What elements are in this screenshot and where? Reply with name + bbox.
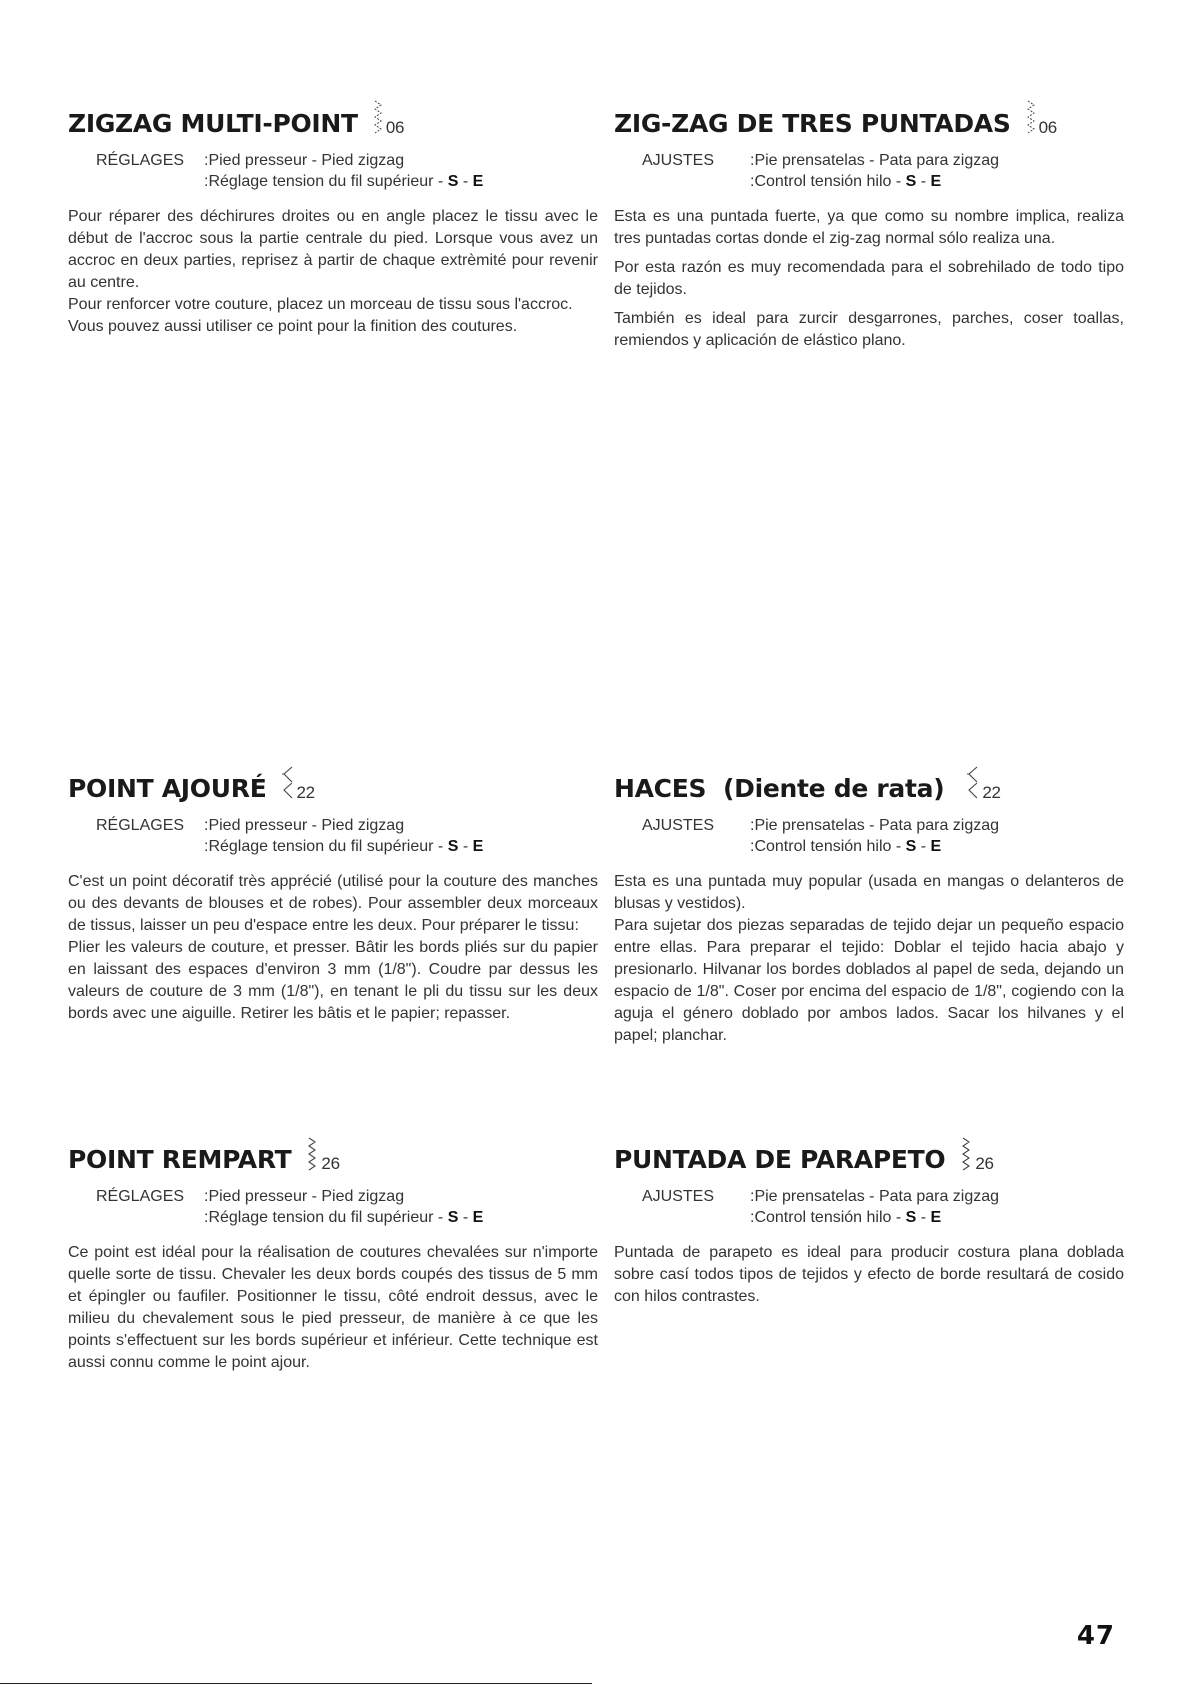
section-title: POINT AJOURÉ [68,774,267,803]
page-number: 47 [1076,1621,1115,1651]
settings-label: AJUSTES [642,817,715,834]
tension-setting [96,836,598,857]
tension-setting-text: :Control tensión hilo - [750,1209,906,1226]
setting-s: S [447,173,459,190]
section-point-ajoure [68,765,598,1025]
setting-separator: - [916,173,931,190]
presser-foot-setting: :Pied presseur - Pied zigzag [204,152,405,169]
section-heading [614,765,1124,801]
section-body [68,1242,598,1374]
fagoting-stitch-icon [281,765,295,801]
body-paragraph: Pour réparer des déchirures droites ou en angle placez le tissu avec le début de l'accroc sous la partie centrale du pied. Lorsque vous avez un accroc en deux parties, reprisez à partir de chaque extrèmité pour revenir au centre. [68,208,598,291]
tension-setting [642,171,1124,192]
body-paragraph: Pour renforcer votre couture, placez un morceau de tissu sous l'accroc. [68,296,573,313]
bottom-rule [0,1683,592,1684]
tension-setting-text: :Réglage tension du fil supérieur - [204,173,448,190]
section-heading [614,1136,1124,1172]
settings-label: RÉGLAGES [96,152,185,169]
section-title: PUNTADA DE PARAPETO [614,1145,946,1174]
setting-separator: - [458,1209,473,1226]
presser-foot-setting: :Pie prensatelas - Pata para zigzag [750,1188,1000,1205]
stitch-number: 22 [296,783,315,802]
section-body [68,871,598,1025]
setting-e: E [930,838,942,855]
presser-foot-setting: :Pie prensatelas - Pata para zigzag [750,817,1000,834]
settings-label: RÉGLAGES [96,1188,185,1205]
setting-e: E [930,173,942,190]
body-paragraph: Plier les valeurs de couture, et presser. Bâtir les bords pliés sur du papier en laissant des espaces d'environ 3 mm (1/8"). Coudre par dessus les valeurs de couture de 3 mm (1/8"), en tenant le pli du tissu sur les deux bords avec une aiguille. Retirer les bâtis et le papier; repasser. [68,939,598,1022]
section-heading [614,100,1124,136]
multi-step-zigzag-stitch-icon [1025,100,1037,136]
body-paragraph: Esta es una puntada fuerte, ya que como su nombre implica, realiza tres puntadas cortas donde el zig-zag normal sólo realiza una. [614,208,1124,247]
tension-setting [642,1207,1124,1228]
tension-setting [96,1207,598,1228]
stitch-indicator [305,1136,339,1172]
tension-setting-text: :Control tensión hilo - [750,838,906,855]
setting-s: S [905,838,917,855]
section-puntada-de-parapeto [614,1136,1124,1308]
tension-setting-text: :Réglage tension du fil supérieur - [204,1209,448,1226]
section-body [614,1242,1124,1308]
setting-s: S [447,838,459,855]
section-title: POINT REMPART [68,1145,292,1174]
body-paragraph: Ce point est idéal pour la réalisation de coutures chevalées sur n'importe quelle sorte de tissu. Chevaler les deux bords coupés des tissus de 5 mm et épingler ou faufiler. Positionner le tissu, côté endroit dessus, avec le milieu du chevalement sous le pied presseur, de manière à ce que les points s'effectuent sur les bords supérieur et inférieur. Cette technique est aussi connu comme le point ajour. [68,1244,598,1371]
stitch-indicator [1025,100,1057,136]
body-paragraph: Vous pouvez aussi utiliser ce point pour la finition des coutures. [68,318,518,335]
stitch-indicator [966,765,1000,801]
settings-label: AJUSTES [642,1188,715,1205]
setting-s: S [905,173,917,190]
section-body [614,206,1124,352]
rampart-stitch-icon [959,1136,973,1172]
fagoting-stitch-icon [966,765,980,801]
stitch-number: 26 [321,1154,340,1173]
section-title: ZIGZAG MULTI-POINT [68,109,358,138]
settings-label: AJUSTES [642,152,715,169]
section-point-rempart [68,1136,598,1374]
tension-setting [96,171,598,192]
stitch-number: 22 [982,783,1001,802]
setting-e: E [930,1209,942,1226]
stitch-indicator [959,1136,993,1172]
stitch-number: 06 [385,118,405,137]
stitch-indicator [281,765,315,801]
settings-block [96,815,598,857]
stitch-number: 26 [975,1154,994,1173]
settings-block [642,815,1124,857]
stitch-number: 06 [1038,118,1057,137]
presser-foot-setting: :Pied presseur - Pied zigzag [204,817,405,834]
setting-e: E [472,1209,484,1226]
section-title: ZIG-ZAG DE TRES PUNTADAS [614,109,1011,138]
settings-block [642,150,1124,192]
section-zigzag-multi-point [68,100,598,338]
tension-setting-text: :Control tensión hilo - [750,173,906,190]
presser-foot-setting: :Pie prensatelas - Pata para zigzag [750,152,1000,169]
settings-label: RÉGLAGES [96,817,185,834]
setting-separator: - [916,838,931,855]
body-paragraph: Esta es una puntada muy popular (usada en mangas o delanteros de blusas y vestidos). [614,873,1124,912]
tension-setting [642,836,1124,857]
multi-step-zigzag-stitch-icon [372,100,384,136]
section-heading [68,100,598,136]
settings-block [96,1186,598,1228]
section-zig-zag-de-tres-puntadas [614,100,1124,352]
body-paragraph: Puntada de parapeto es ideal para producir costura plana doblada sobre casí todos tipos de tejidos y efecto de borde resultará de cosido con hilos contrastes. [614,1244,1124,1305]
setting-separator: - [458,173,473,190]
body-paragraph: C'est un point décoratif très apprécié (utilisé pour la couture des manches ou des devants de blouses et de robes). Pour assembler deux morceaux de tissus, laisser un peu d'espace entre les deux. Pour préparer le tissu: [68,873,598,934]
tension-setting-text: :Réglage tension du fil supérieur - [204,838,448,855]
stitch-indicator [372,100,404,136]
rampart-stitch-icon [305,1136,319,1172]
settings-block [96,150,598,192]
setting-s: S [447,1209,459,1226]
section-heading [68,765,598,801]
body-paragraph: También es ideal para zurcir desgarrones, parches, coser toallas, remiendos y aplicación de elástico plano. [614,310,1124,349]
presser-foot-setting: :Pied presseur - Pied zigzag [204,1188,405,1205]
body-paragraph: Para sujetar dos piezas separadas de tejido dejar un pequeño espacio entre ellas. Para preparar el tejido: Doblar el tejido hacia abajo y presionarlo. Hilvanar los bordes doblados al papel de seda, dejando un espacio de 1/8". Coser por encima del espacio de 1/8", cogiendo con la aguja el género doblado por ambos lados. Sacar los hilvanes y el papel; planchar. [614,917,1124,1044]
body-paragraph: Por esta razón es muy recomendada para el sobrehilado de todo tipo de tejidos. [614,259,1124,298]
section-heading [68,1136,598,1172]
setting-e: E [472,838,484,855]
section-haces [614,765,1124,1047]
section-body [614,871,1124,1047]
setting-e: E [472,173,484,190]
setting-s: S [905,1209,917,1226]
settings-block [642,1186,1124,1228]
section-title: HACES (Diente de rata) [614,774,945,803]
section-body [68,206,598,338]
setting-separator: - [458,838,473,855]
setting-separator: - [916,1209,931,1226]
